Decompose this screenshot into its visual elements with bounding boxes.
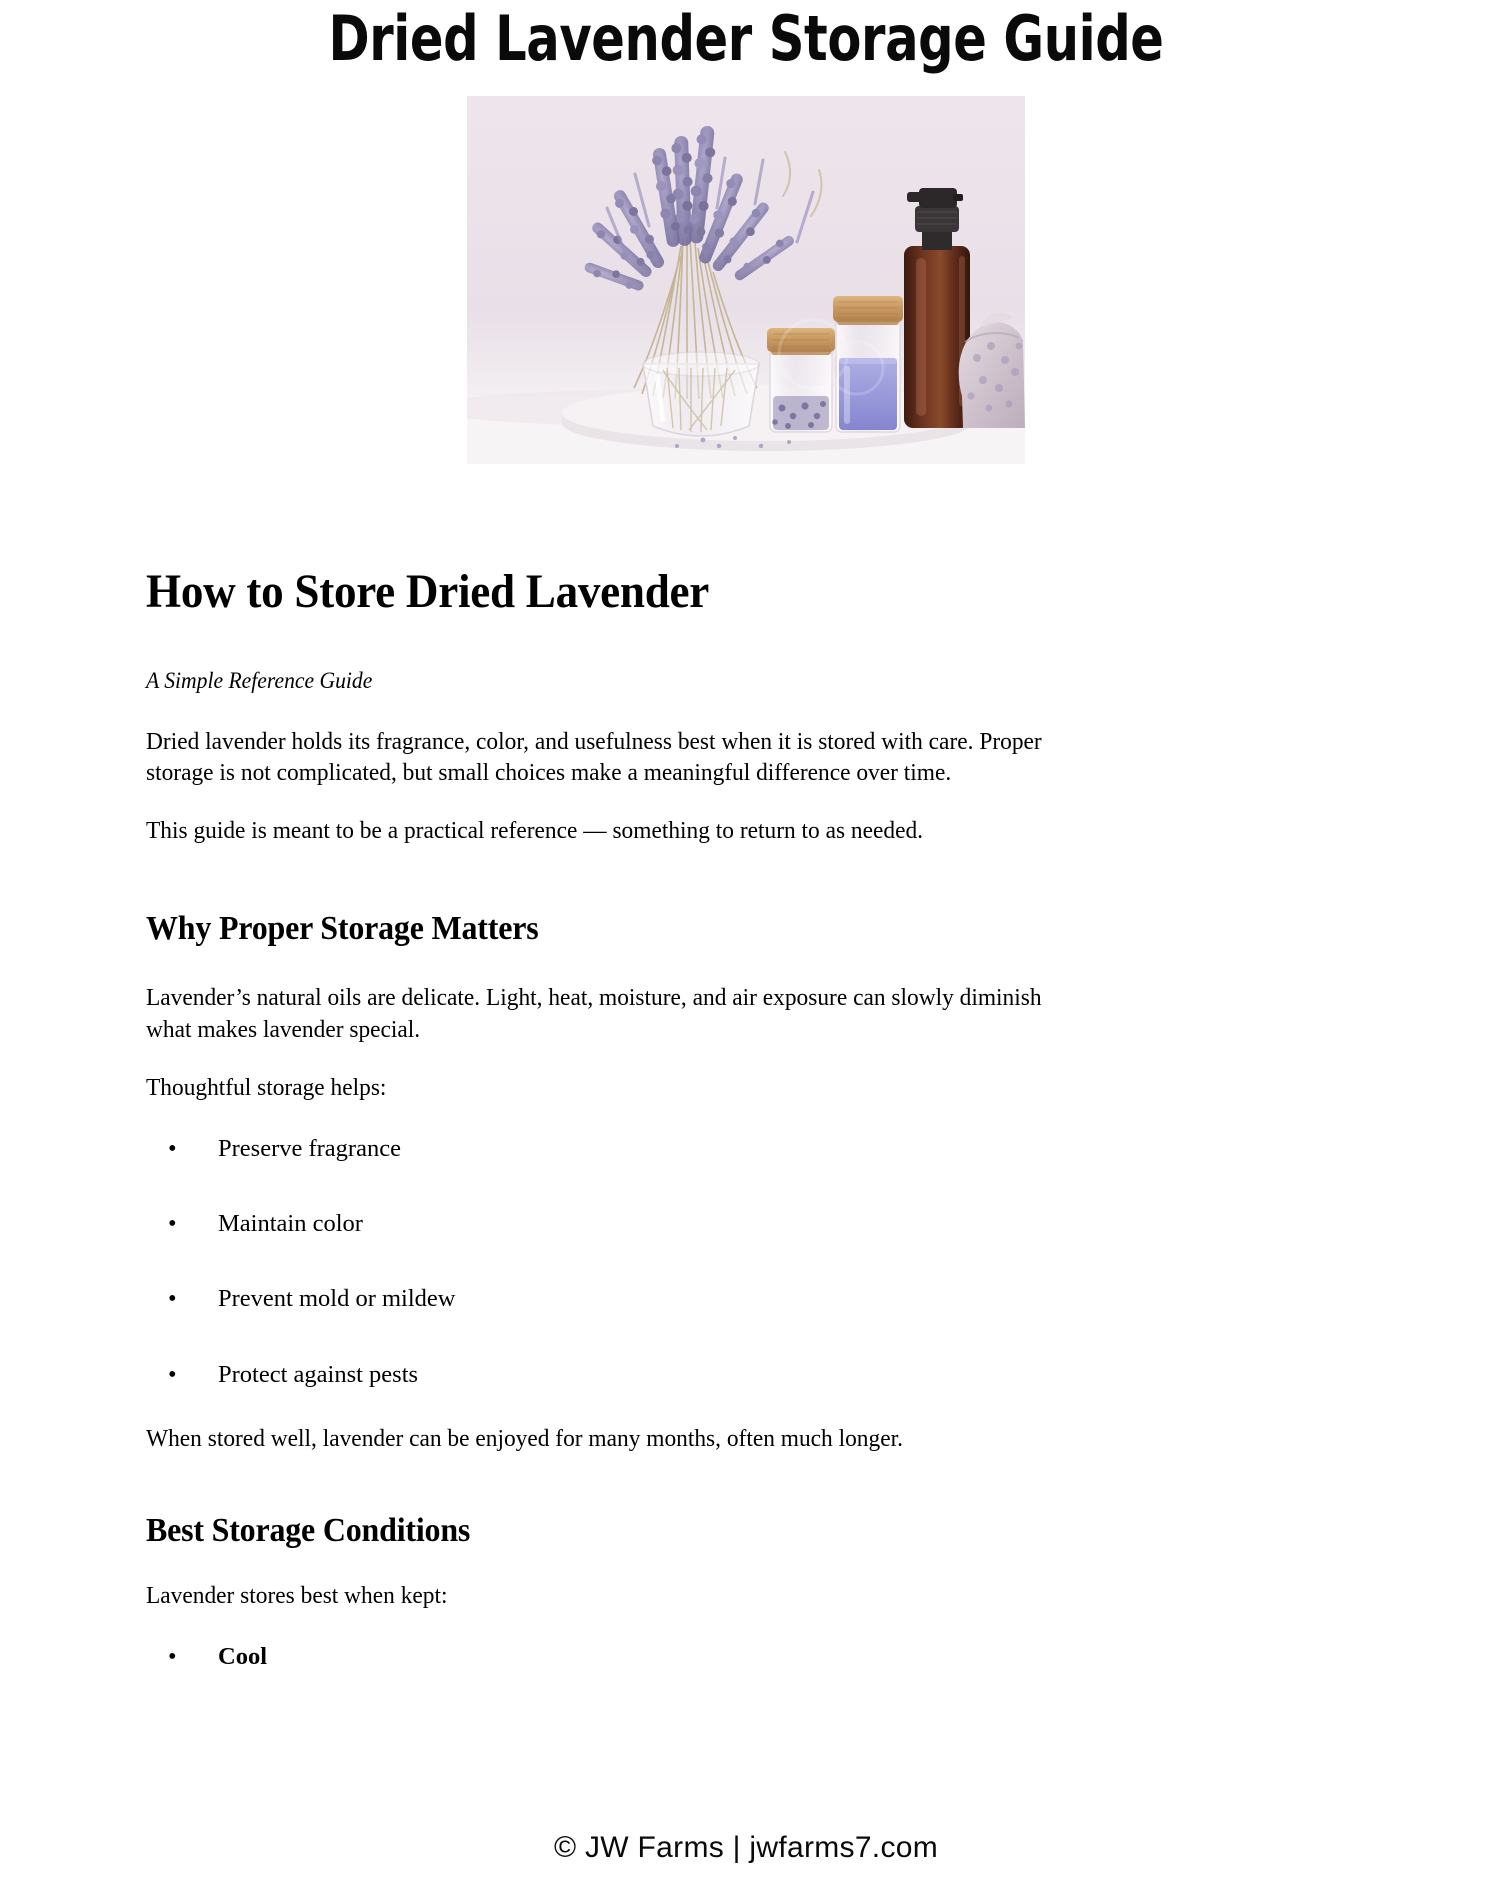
section-1-paragraph-2: Thoughtful storage helps:: [146, 1073, 387, 1101]
section-heading-best-storage-conditions: Best Storage Conditions: [146, 1512, 471, 1550]
list-item: [146, 1642, 1086, 1671]
bullet-icon: •: [168, 1285, 177, 1313]
list-item-label: Preserve fragrance: [218, 1134, 401, 1162]
document-subtitle: A Simple Reference Guide: [146, 667, 373, 693]
page-title: How to Store Dried Lavender: [146, 565, 710, 618]
list-item-label: Cool: [218, 1643, 267, 1671]
cork-jar-tall: [833, 296, 903, 432]
list-item-label: Maintain color: [218, 1210, 363, 1238]
cork-jar-small: [767, 328, 835, 432]
section-heading-why-proper-storage-matters: Why Proper Storage Matters: [146, 910, 539, 948]
list-item-label: Protect against pests: [218, 1360, 419, 1388]
page-footer: © JW Farms | jwfarms7.com: [553, 1831, 939, 1864]
section-1-bullet-list: [146, 1134, 1086, 1390]
document-banner-title: Dried Lavender Storage Guide: [328, 2, 1164, 75]
glass-vase: [643, 352, 759, 436]
intro-paragraph-1: Dried lavender holds its fragrance, color, and usefulness best when it is stored with care. Proper storage is not complicated, but small choices make a meaningful difference over time.: [146, 727, 1042, 787]
list-item: [146, 1209, 1086, 1238]
section-2-bullet-list: [146, 1642, 1086, 1671]
list-item: [146, 1284, 1086, 1313]
bullet-icon: •: [168, 1210, 177, 1238]
document-content: [146, 566, 1086, 1671]
section-1-paragraph-1: Lavender’s natural oils are delicate. Light, heat, moisture, and air exposure can slowly diminish what makes lavender special.: [146, 984, 1042, 1044]
section-1-closing-paragraph: When stored well, lavender can be enjoyed for many months, often much longer.: [146, 1425, 903, 1453]
hero-image-container: [467, 96, 1025, 464]
section-2-paragraph-1: Lavender stores best when kept:: [146, 1582, 448, 1610]
bullet-icon: •: [168, 1134, 177, 1162]
list-item: [146, 1360, 1086, 1389]
list-item-label: Prevent mold or mildew: [218, 1285, 456, 1313]
bullet-icon: •: [168, 1643, 177, 1671]
lavender-photo: [467, 96, 1025, 464]
intro-paragraph-2: This guide is meant to be a practical reference — something to return to as needed.: [146, 817, 924, 845]
bullet-icon: •: [168, 1360, 177, 1388]
list-item: [146, 1134, 1086, 1163]
